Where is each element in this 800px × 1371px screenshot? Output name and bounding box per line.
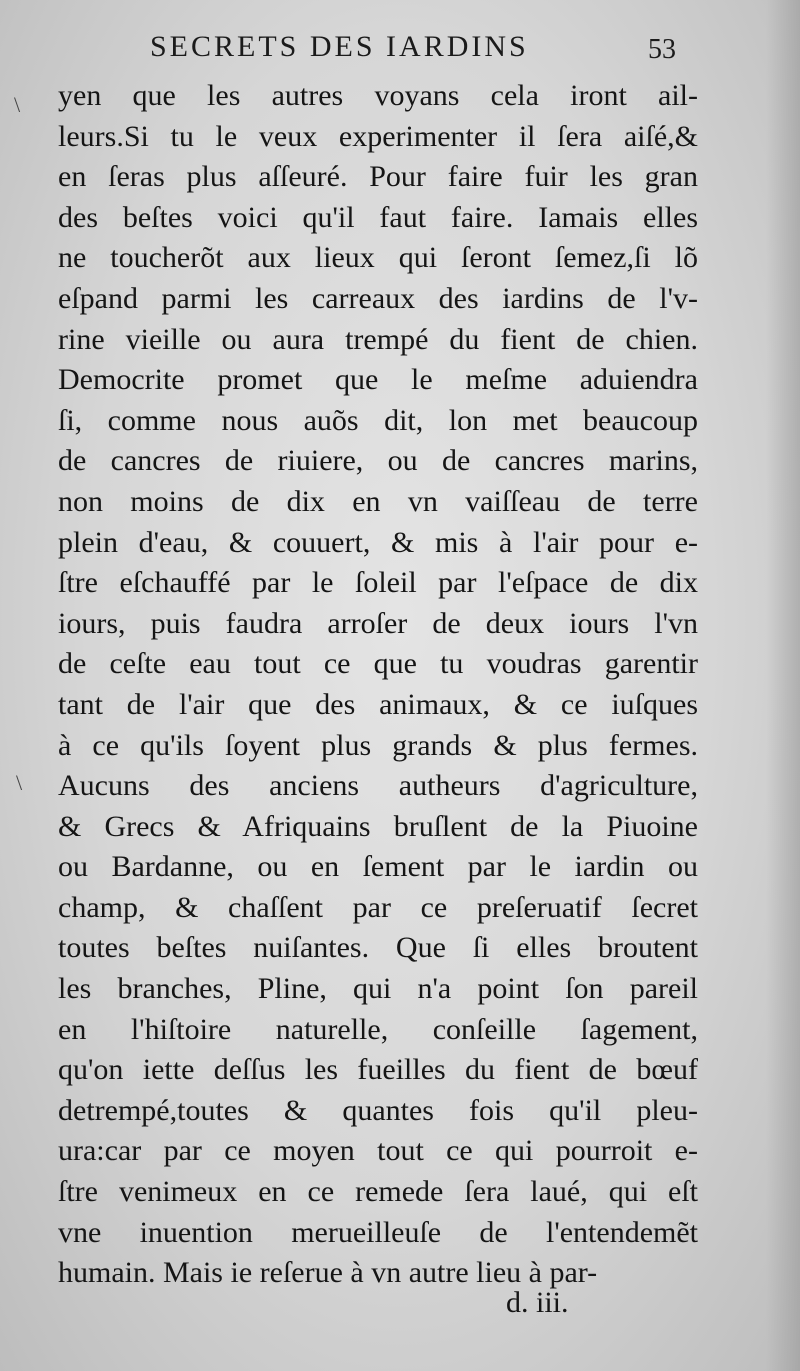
page-number: 53: [648, 34, 676, 65]
body-text: [58, 76, 698, 1294]
margin-mark: \: [14, 92, 21, 117]
text-line: les branches, Pline, qui n'a point ſon pareil: [58, 972, 698, 1006]
text-line: eſpand parmi les carreaux des iardins de l'v-: [58, 281, 698, 315]
text-line: toutes beſtes nuiſantes. Que ſi elles broutent: [58, 931, 698, 965]
text-line: ura:car par ce moyen tout ce qui pourroit e-: [58, 1134, 698, 1168]
text-line: leurs.Si tu le veux experimenter il ſera aiſé,&: [58, 119, 698, 153]
text-line: ſtre venimeux en ce remede ſera laué, qui eſt: [58, 1175, 698, 1209]
text-line: plein d'eau, & couuert, & mis à l'air pour e-: [58, 525, 698, 559]
text-line: humain. Mais ie reſerue à vn autre lieu à par-: [58, 1256, 598, 1290]
text-line: champ, & chaſſent par ce preſeruatif ſecret: [58, 890, 698, 924]
margin-mark: \: [16, 770, 23, 795]
text-line: ſi, comme nous auõs dit, lon met beaucoup: [58, 403, 698, 437]
text-line: à ce qu'ils ſoyent plus grands & plus fermes.: [58, 728, 698, 762]
text-line: de cancres de riuiere, ou de cancres marins,: [58, 444, 698, 478]
running-head: SECRETS DES IARDINS: [150, 30, 529, 63]
text-line: iours, puis faudra arroſer de deux iours l'vn: [58, 606, 698, 640]
text-line: ne toucherõt aux lieux qui ſeront ſemez,ſi lõ: [58, 241, 698, 275]
text-line: Aucuns des anciens autheurs d'agriculture,: [58, 769, 698, 803]
text-line: yen que les autres voyans cela iront ail-: [58, 79, 698, 112]
text-line: vne inuention merueilleuſe de l'entendemẽt: [58, 1215, 698, 1249]
text-line: tant de l'air que des animaux, & ce iuſques: [58, 687, 698, 721]
text-line: qu'on iette deſſus les fueilles du fient de bœuf: [58, 1053, 698, 1087]
text-line: en ſeras plus aſſeuré. Pour faire fuir les gran: [58, 160, 698, 194]
text-line: & Grecs & Afriquains bruſlent de la Piuoine: [58, 809, 698, 843]
signature-mark: d. iii.: [506, 1286, 569, 1319]
text-line: des beſtes voici qu'il faut faire. Iamais elles: [58, 200, 698, 234]
text-line: ſtre eſchauffé par le ſoleil par l'eſpace de dix: [58, 566, 698, 600]
text-line: rine vieille ou aura trempé du fient de chien.: [58, 322, 698, 356]
text-line: non moins de dix en vn vaiſſeau de terre: [58, 484, 698, 518]
text-line: detrempé,toutes & quantes fois qu'il pleu-: [58, 1093, 698, 1127]
page-edge-shadow: [766, 0, 800, 1371]
text-line: de ceſte eau tout ce que tu voudras garentir: [58, 647, 698, 681]
text-line: Democrite promet que le meſme aduiendra: [58, 363, 698, 397]
text-line: ou Bardanne, ou en ſement par le iardin ou: [58, 850, 698, 884]
text-line: en l'hiſtoire naturelle, conſeille ſagement,: [58, 1012, 698, 1046]
